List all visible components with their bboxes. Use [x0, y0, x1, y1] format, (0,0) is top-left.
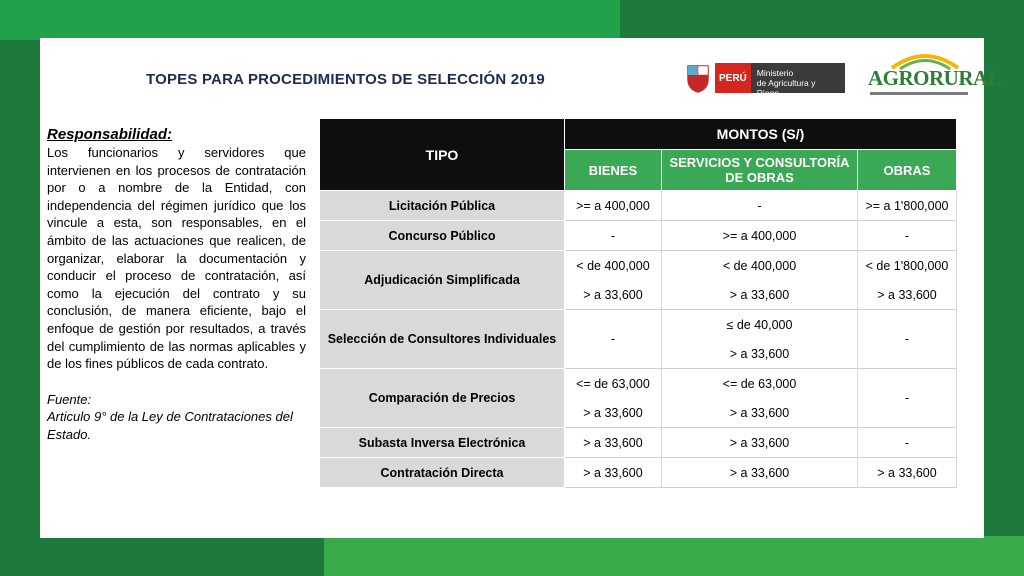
cell-obras-max: < de 1'800,000 [865, 258, 949, 273]
agrorural-logo [868, 50, 1002, 100]
cell-servicios-min: > a 33,600 [729, 405, 790, 420]
table-row [320, 428, 957, 458]
agrorural-tagline-bar [870, 92, 968, 95]
cell-obras [858, 251, 957, 310]
table-row [320, 251, 957, 310]
table-row [320, 221, 957, 251]
topes-table [319, 118, 956, 483]
cell-servicios-max: ≤ de 40,000 [726, 317, 793, 332]
cell-bienes-min: > a 33,600 [583, 405, 643, 420]
responsabilidad-body: Los funcionarios y servidores que intervienen en los procesos de contratación por o a nombre de la Entidad, con independencia del régimen jurídico que los vincule a esta, son responsables, en el ámbito de las actuaciones que realicen, de organizar, elaborar la documentación y conducir el proceso de contratación, así como la ejecución del contrato y su conclusión, de manera eficiente, bajo el enfoque de gestión por resultados, a través del cumplimiento de las normas aplicables y de los fines públicos de cada contrato. [47, 145, 306, 372]
row-tipo: Concurso Público [320, 221, 565, 251]
cell-bienes: - [565, 310, 662, 369]
ministerio-line-1: Ministerio [756, 68, 794, 78]
cell-servicios [662, 310, 858, 369]
background-band-top [0, 0, 620, 40]
table-row [320, 191, 957, 221]
fuente-label: Fuente: [47, 391, 92, 407]
header-bienes: BIENES [565, 150, 662, 191]
row-tipo: Selección de Consultores Individuales [320, 310, 565, 369]
responsabilidad-section [47, 126, 306, 444]
row-tipo: Adjudicación Simplificada [320, 251, 565, 310]
row-tipo: Licitación Pública [320, 191, 565, 221]
cell-obras: >= a 1'800,000 [858, 191, 957, 221]
responsabilidad-heading: Responsabilidad: [47, 126, 173, 143]
cell-obras: > a 33,600 [858, 458, 957, 488]
cell-obras: - [858, 221, 957, 251]
cell-bienes: >= a 400,000 [565, 191, 662, 221]
cell-obras: - [858, 310, 957, 369]
header-tipo: TIPO [320, 119, 565, 191]
cell-bienes [565, 369, 662, 428]
header-montos: MONTOS (S/) [565, 119, 957, 150]
cell-bienes-max: <= de 63,000 [576, 376, 650, 391]
ministerio-line-2: de Agricultura y Riego [756, 78, 816, 98]
slide-panel [40, 38, 1002, 538]
cell-bienes-max: < de 400,000 [576, 258, 650, 273]
cell-servicios [662, 369, 858, 428]
cell-bienes-min: > a 33,600 [583, 287, 643, 302]
row-tipo: Comparación de Precios [320, 369, 565, 428]
cell-servicios: - [662, 191, 858, 221]
cell-servicios-min: > a 33,600 [729, 346, 790, 361]
ministerio-logo [685, 61, 848, 98]
cell-bienes: > a 33,600 [565, 458, 662, 488]
cell-servicios-max: < de 400,000 [722, 258, 797, 273]
agrorural-label: AGRORURAL [868, 66, 1002, 90]
cell-servicios [662, 251, 858, 310]
row-tipo: Subasta Inversa Electrónica [320, 428, 565, 458]
table-row [320, 369, 957, 428]
background-band-bottom [324, 536, 1024, 576]
cell-servicios-min: > a 33,600 [729, 287, 790, 302]
table-row [320, 458, 957, 488]
cell-servicios: > a 33,600 [662, 428, 858, 458]
row-tipo: Contratación Directa [320, 458, 565, 488]
ministerio-label [751, 63, 845, 98]
cell-bienes: - [565, 221, 662, 251]
cell-obras: - [858, 428, 957, 458]
cell-bienes [565, 251, 662, 310]
cell-servicios: > a 33,600 [662, 458, 858, 488]
table-row [320, 310, 957, 369]
cell-bienes: > a 33,600 [565, 428, 662, 458]
cell-servicios-max: <= de 63,000 [722, 376, 797, 391]
cell-servicios: >= a 400,000 [662, 221, 858, 251]
peru-shield-icon [685, 63, 711, 93]
slide-title: TOPES PARA PROCEDIMIENTOS DE SELECCIÓN 2019 [146, 71, 545, 88]
cell-obras-min: > a 33,600 [877, 287, 937, 302]
header-obras: OBRAS [858, 150, 957, 191]
cell-obras: - [858, 369, 957, 428]
header-servicios: SERVICIOS Y CONSULTORÍA DE OBRAS [662, 150, 858, 191]
peru-label: PERÚ [715, 63, 751, 93]
fuente-text: Articulo 9° de la Ley de Contrataciones del Estado. [47, 409, 293, 442]
